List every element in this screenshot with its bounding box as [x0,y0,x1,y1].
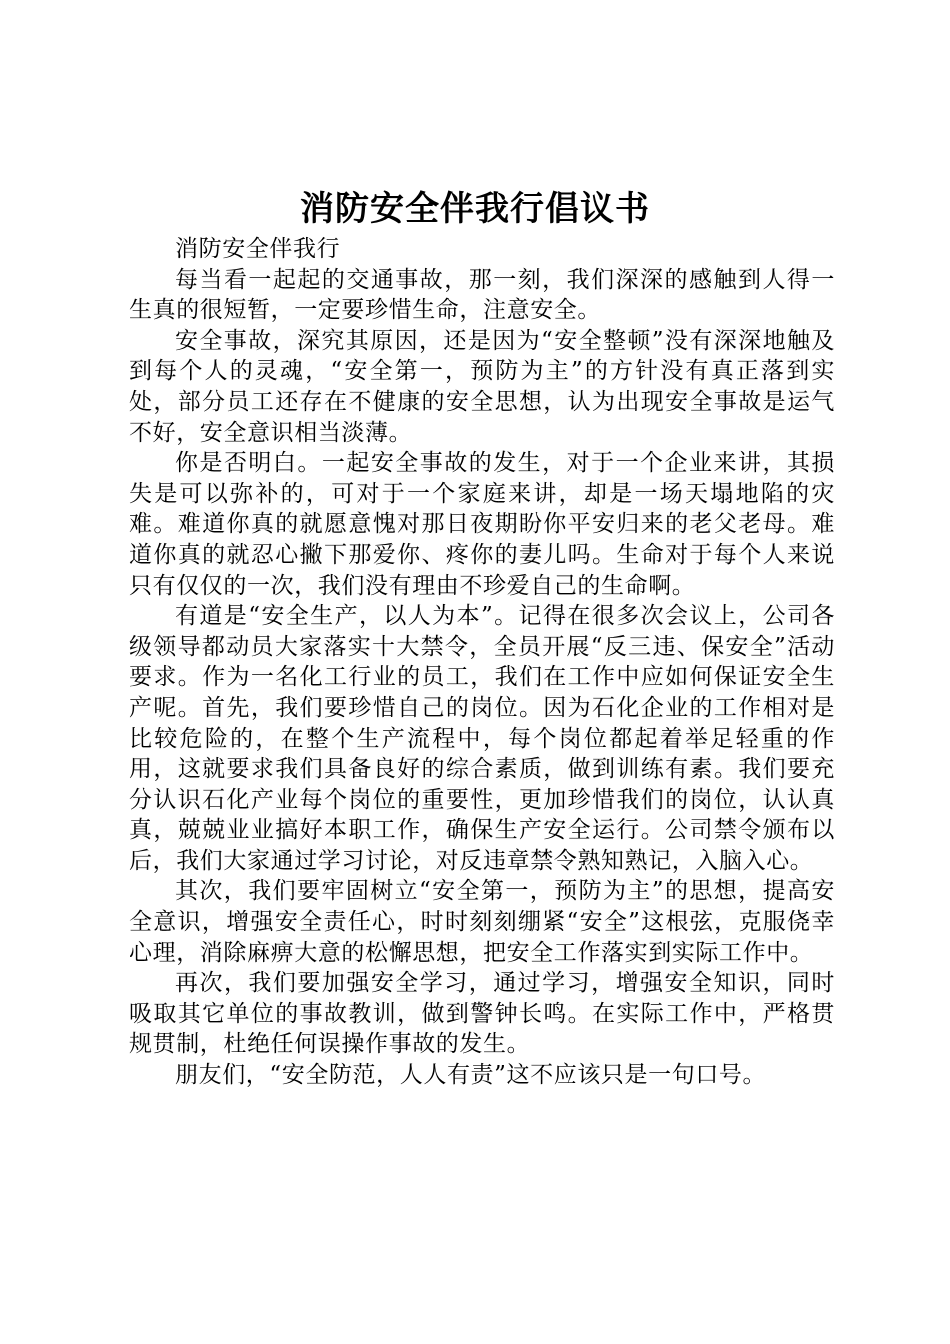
paragraph-subtitle: 消防安全伴我行 [175,236,341,262]
paragraph: 再次，我们要加强安全学习，通过学习，增强安全知识，同时吸取其它单位的事故教训，做到警钟长鸣。在实际工作中，严格贯规贯制，杜绝任何误操作事故的发生。 [129,970,835,1058]
paragraph: 朋友们，“安全防范，人人有责”这不应该只是一句口号。 [175,1062,767,1089]
document-title: 消防安全伴我行倡议书 [300,189,650,229]
paragraph: 你是否明白。一起安全事故的发生，对于一个企业来讲，其损失是可以弥补的，可对于一个家庭来讲，却是一场天塌地陷的灾难。难道你真的就愿意愧对那日夜期盼你平安归来的老父老母。难道你真的就忍心撇下那爱你、疼你的妻儿吗。生命对于每个人来说只有仅仅的一次，我们没有理由不珍爱自己的生命啊。 [129,450,835,599]
document-body [129,234,835,1091]
paragraph: 其次，我们要牢固树立“安全第一，预防为主”的思想，提高安全意识，增强安全责任心，时时刻刻绷紧“安全”这根弦，克服侥幸心理，消除麻痹大意的松懈思想，把安全工作落实到实际工作中。 [129,878,835,966]
paragraph: 每当看一起起的交通事故，那一刻，我们深深的感触到人得一生真的很短暂，一定要珍惜生命，注意安全。 [129,266,835,324]
paragraph: 有道是“安全生产，以人为本”。记得在很多次会议上，公司各级领导都动员大家落实十大禁令，全员开展“反三违、保安全”活动要求。作为一名化工行业的员工，我们在工作中应如何保证安全生产呢。首先，我们要珍惜自己的岗位。因为石化企业的工作相对是比较危险的，在整个生产流程中，每个岗位都起着举足轻重的作用，这就要求我们具备良好的综合素质，做到训练有素。我们要充分认识石化产业每个岗位的重要性，更加珍惜我们的岗位，认认真真，兢兢业业搞好本职工作，确保生产安全运行。公司禁令颁布以后，我们大家通过学习讨论，对反违章禁令熟知熟记，入脑入心。 [129,603,835,874]
paragraph: 安全事故，深究其原因，还是因为“安全整顿”没有深深地触及到每个人的灵魂，“安全第一，预防为主”的方针没有真正落到实处，部分员工还存在不健康的安全思想，认为出现安全事故是运气不好，安全意识相当淡薄。 [129,327,835,446]
